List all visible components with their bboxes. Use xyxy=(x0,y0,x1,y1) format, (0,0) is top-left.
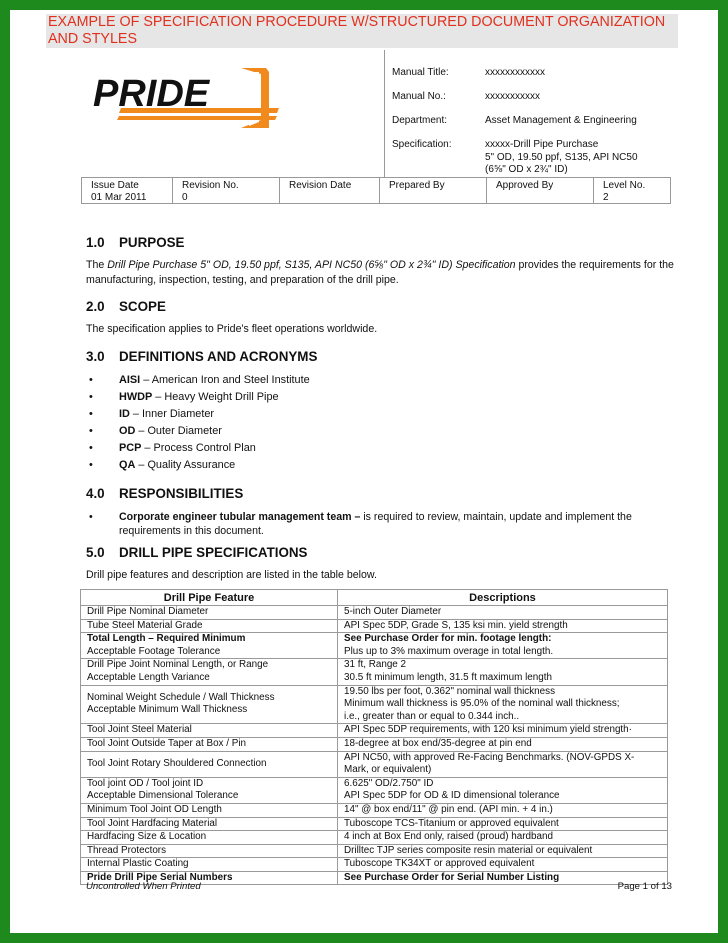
table-row xyxy=(81,751,668,777)
cell-line: Drill Pipe Joint Nominal Length, or Range xyxy=(87,659,269,671)
description-cell xyxy=(338,751,668,777)
table-row xyxy=(81,685,668,724)
table-header: Drill Pipe Feature xyxy=(81,590,338,606)
cell-line: Tool joint OD / Tool joint ID xyxy=(87,777,204,789)
responsibility-item: • Corporate engineer tubular management team – is required to review, maintain, update and implement the requirements in this document. xyxy=(89,511,632,537)
revision-label: Issue Date xyxy=(91,180,139,191)
section-heading-purpose: 1.0 PURPOSE xyxy=(86,235,185,250)
cell-line: 18-degree at box end/35-degree at pin end xyxy=(344,737,532,749)
description-cell xyxy=(338,633,668,659)
feature-cell xyxy=(81,777,338,803)
table-row xyxy=(81,619,668,633)
revision-cell xyxy=(594,178,672,203)
cell-line: Total Length – Required Minimum xyxy=(87,633,246,645)
cell-line: See Purchase Order for min. footage length: xyxy=(344,633,552,645)
revision-table xyxy=(81,177,671,204)
cell-line: Acceptable Dimensional Tolerance xyxy=(87,790,239,802)
feature-cell xyxy=(81,858,338,872)
specs-intro: Drill pipe features and description are listed in the table below. xyxy=(86,569,377,581)
section-heading-specs: 5.0 DRILL PIPE SPECIFICATIONS xyxy=(86,545,308,560)
description-cell xyxy=(338,659,668,685)
cell-line: API Spec 5DP requirements, with 120 ksi minimum yield strength· xyxy=(344,724,632,736)
cell-line: Drilltec TJP series composite resin material or equivalent xyxy=(344,844,593,856)
cell-line: Internal Plastic Coating xyxy=(87,858,189,870)
cell-line: 4 inch at Box End only, raised (proud) hardband xyxy=(344,831,553,843)
table-header: Descriptions xyxy=(338,590,668,606)
revision-cell xyxy=(82,178,173,203)
cell-line: Drill Pipe Nominal Diameter xyxy=(87,606,209,617)
feature-cell xyxy=(81,737,338,751)
feature-cell xyxy=(81,751,338,777)
definition-text: – Outer Diameter xyxy=(135,425,222,437)
cell-line: Plus up to 3% maximum overage in total length. xyxy=(344,645,554,657)
definition-text: – Inner Diameter xyxy=(129,408,215,420)
description-cell xyxy=(338,737,668,751)
cell-line: 14" @ box end/11" @ pin end. (API min. + 4 in.) xyxy=(344,803,553,815)
header-info-label: Specification: xyxy=(392,139,452,150)
cell-line: API Spec 5DP, Grade S, 135 ksi min. yield strength xyxy=(344,619,568,631)
cell-line: Tube Steel Material Grade xyxy=(87,619,203,631)
section-heading-responsibilities: 4.0 RESPONSIBILITIES xyxy=(86,486,244,501)
description-cell xyxy=(338,844,668,858)
scope-text: The specification applies to Pride's fleet operations worldwide. xyxy=(86,323,378,335)
table-row xyxy=(81,724,668,738)
header-info-label: Manual Title: xyxy=(392,67,449,78)
cell-line: 19.50 lbs per foot, 0.362" nominal wall thickness xyxy=(344,685,556,697)
description-cell xyxy=(338,685,668,724)
logo-panel xyxy=(81,50,385,177)
header-info-value-line: 5" OD, 19.50 ppf, S135, API NC50 xyxy=(485,151,638,163)
drill-pipe-spec-table xyxy=(80,589,668,885)
definition-item xyxy=(86,424,310,441)
description-cell xyxy=(338,858,668,872)
table-row xyxy=(81,633,668,659)
cell-line: Acceptable Minimum Wall Thickness xyxy=(87,704,248,716)
table-row xyxy=(81,858,668,872)
header-info-value xyxy=(485,139,665,177)
table-row xyxy=(81,606,668,620)
page-footer xyxy=(86,881,672,892)
table-row xyxy=(81,817,668,831)
definition-text: – Heavy Weight Drill Pipe xyxy=(152,391,279,403)
revision-value: 01 Mar 2011 xyxy=(91,192,147,203)
table-row xyxy=(81,659,668,685)
header-info-label: Manual No.: xyxy=(392,91,446,102)
cell-line: Acceptable Footage Tolerance xyxy=(87,645,221,657)
feature-cell xyxy=(81,685,338,724)
page-number: Page 1 of 13 xyxy=(617,881,672,892)
footer-uncontrolled: Uncontrolled When Printed xyxy=(86,881,201,892)
definition-text: – Process Control Plan xyxy=(141,442,256,454)
cell-line: 6.625" OD/2.750" ID xyxy=(344,777,434,789)
definition-item xyxy=(86,458,310,475)
definition-term: QA xyxy=(119,459,136,471)
revision-label: Revision Date xyxy=(289,180,352,191)
description-cell xyxy=(338,803,668,817)
header-info-label: Department: xyxy=(392,115,448,126)
cell-line: 30.5 ft minimum length, 31.5 ft maximum length xyxy=(344,671,553,683)
definition-text: – American Iron and Steel Institute xyxy=(140,374,310,386)
cell-line: Thread Protectors xyxy=(87,844,167,856)
cell-line: Mark, or equivalent) xyxy=(344,764,432,776)
cell-line: 5-inch Outer Diameter xyxy=(344,606,442,617)
cell-line: Tool Joint Rotary Shouldered Connection xyxy=(87,757,267,769)
definition-text: – Quality Assurance xyxy=(135,459,236,471)
definition-item xyxy=(86,407,310,424)
header-info-value-line: (6⅝" OD x 2¾" ID) xyxy=(485,164,568,175)
description-cell xyxy=(338,831,668,845)
description-cell xyxy=(338,606,668,620)
cell-line: Tool Joint Steel Material xyxy=(87,724,192,736)
cell-line: API NC50, with approved Re-Facing Benchmarks. (NOV-GPDS X- xyxy=(344,751,635,763)
cell-line: Hardfacing Size & Location xyxy=(87,831,207,843)
feature-cell xyxy=(81,724,338,738)
cell-line: Pride Drill Pipe Serial Numbers xyxy=(87,871,233,883)
definition-item xyxy=(86,390,310,407)
definition-term: HWDP xyxy=(119,391,153,403)
cell-line: Tool Joint Outside Taper at Box / Pin xyxy=(87,737,246,749)
revision-cell xyxy=(380,178,487,203)
cell-line: 31 ft, Range 2 xyxy=(344,659,407,671)
feature-cell xyxy=(81,619,338,633)
header-info-value: xxxxxxxxxxx xyxy=(485,91,540,102)
definition-term: ID xyxy=(119,408,130,420)
cell-line: Acceptable Length Variance xyxy=(87,671,210,683)
revision-label: Prepared By xyxy=(389,180,445,191)
revision-value: 0 xyxy=(182,192,188,203)
cell-line: API Spec 5DP for OD & ID dimensional tolerance xyxy=(344,790,560,802)
cell-line: Nominal Weight Schedule / Wall Thickness xyxy=(87,691,275,703)
table-row xyxy=(81,803,668,817)
feature-cell xyxy=(81,844,338,858)
cell-line: See Purchase Order for Serial Number Listing xyxy=(344,871,560,883)
bullet: • xyxy=(89,511,93,523)
table-row xyxy=(81,844,668,858)
table-row xyxy=(81,777,668,803)
feature-cell xyxy=(81,831,338,845)
cell-line: Tool Joint Hardfacing Material xyxy=(87,817,218,829)
document-page xyxy=(10,10,718,933)
cell-line: Minimum Tool Joint OD Length xyxy=(87,803,222,815)
feature-cell xyxy=(81,606,338,620)
revision-cell xyxy=(487,178,594,203)
definition-term: PCP xyxy=(119,442,142,454)
definition-item xyxy=(86,441,310,458)
feature-cell xyxy=(81,817,338,831)
cell-line: Tuboscope TK34XT or approved equivalent xyxy=(344,858,535,870)
section-heading-scope: 2.0 SCOPE xyxy=(86,299,166,314)
cell-line: i.e., greater than or equal to 0.344 inch.. xyxy=(344,710,520,722)
logo-text: PRIDE xyxy=(93,73,210,115)
table-row xyxy=(81,737,668,751)
header-info-value: xxxxxxxxxxxx xyxy=(485,67,545,78)
pride-logo xyxy=(91,64,321,134)
revision-value: 2 xyxy=(603,192,609,203)
description-cell xyxy=(338,817,668,831)
definition-item xyxy=(86,373,310,390)
revision-cell xyxy=(280,178,380,203)
definitions-list xyxy=(86,373,310,475)
feature-cell xyxy=(81,633,338,659)
section-heading-definitions: 3.0 DEFINITIONS AND ACRONYMS xyxy=(86,349,318,364)
definition-term: AISI xyxy=(119,374,141,386)
description-cell xyxy=(338,619,668,633)
header-info-value-line: xxxxx-Drill Pipe Purchase xyxy=(485,139,599,150)
definition-term: OD xyxy=(119,425,136,437)
revision-label: Level No. xyxy=(603,180,646,191)
description-cell xyxy=(338,724,668,738)
document-banner: EXAMPLE OF SPECIFICATION PROCEDURE W/STRUCTURED DOCUMENT ORGANIZATION AND STYLES xyxy=(46,14,678,48)
purpose-text: The Drill Pipe Purchase 5" OD, 19.50 ppf, S135, API NC50 (6⅝" OD x 2¾" ID) Specification provides the requirements for the manufacturing, inspection, testing, and preparation of the drill pipe. xyxy=(86,259,674,286)
header-info-value: Asset Management & Engineering xyxy=(485,115,637,126)
cell-line: Minimum wall thickness is 95.0% of the nominal wall thickness; xyxy=(344,698,620,710)
table-row xyxy=(81,831,668,845)
feature-cell xyxy=(81,803,338,817)
revision-cell xyxy=(173,178,280,203)
revision-label: Approved By xyxy=(496,180,554,191)
description-cell xyxy=(338,777,668,803)
revision-label: Revision No. xyxy=(182,180,239,191)
feature-cell xyxy=(81,659,338,685)
cell-line: Tuboscope TCS-Titanium or approved equivalent xyxy=(344,817,559,829)
